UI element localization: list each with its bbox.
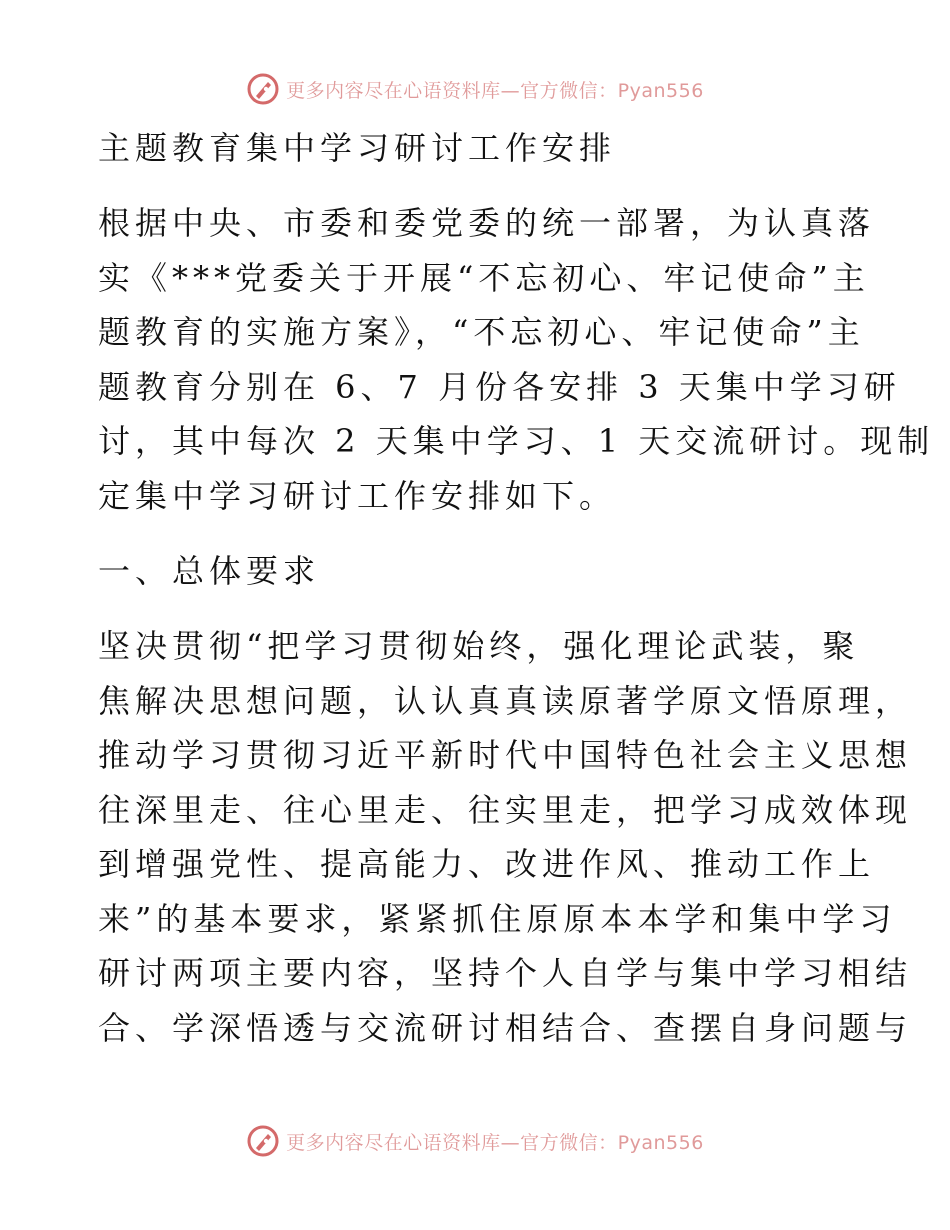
pen-nib-circle-icon xyxy=(246,72,280,106)
paragraph-line: 焦解决思想问题，认认真真读原著学原文悟原理， xyxy=(98,681,913,720)
paragraph-line: 实《***党委关于开展“不忘初心、牢记使命”主 xyxy=(98,258,870,297)
watermark-text: 更多内容尽在心语资料库—官方微信：Pyan556 xyxy=(286,1131,704,1154)
paragraph-line: 合、学深悟透与交流研讨相结合、查摆自身问题与 xyxy=(98,1008,913,1047)
paragraph-line: 题教育分别在 6、7 月份各安排 3 天集中学习研 xyxy=(98,367,901,406)
paragraph-line: 来”的基本要求，紧紧抓住原原本本学和集中学习 xyxy=(98,899,897,938)
paragraph-line: 到增强党性、提高能力、改进作风、推动工作上 xyxy=(98,845,876,883)
paragraph-line: 根据中央、市委和委党委的统一部署，为认真落 xyxy=(98,204,876,242)
footer-watermark xyxy=(0,1124,950,1158)
intro-paragraph xyxy=(98,196,935,523)
header-watermark xyxy=(0,72,950,106)
watermark-text: 更多内容尽在心语资料库—官方微信：Pyan556 xyxy=(286,79,704,102)
paragraph-line: 推动学习贯彻习近平新时代中国特色社会主义思想 xyxy=(98,736,913,774)
paragraph-line: 题教育的实施方案》，“不忘初心、牢记使命”主 xyxy=(98,313,865,351)
paragraph-line: 往深里走、往心里走、往实里走，把学习成效体现 xyxy=(98,790,913,829)
requirements-paragraph xyxy=(98,619,913,1055)
section-heading: 一、总体要求 xyxy=(98,552,321,590)
document-body xyxy=(98,122,935,1077)
paragraph-line: 定集中学习研讨工作安排如下。 xyxy=(98,476,617,515)
paragraph-line: 讨，其中每次 2 天集中学习、1 天交流研讨。现制 xyxy=(98,422,935,460)
paragraph-line: 研讨两项主要内容，坚持个人自学与集中学习相结 xyxy=(98,954,913,992)
pen-nib-circle-icon xyxy=(246,1124,280,1158)
paragraph-line: 坚决贯彻“把学习贯彻始终，强化理论武装，聚 xyxy=(98,627,860,665)
document-title: 主题教育集中学习研讨工作安排 xyxy=(98,129,617,167)
